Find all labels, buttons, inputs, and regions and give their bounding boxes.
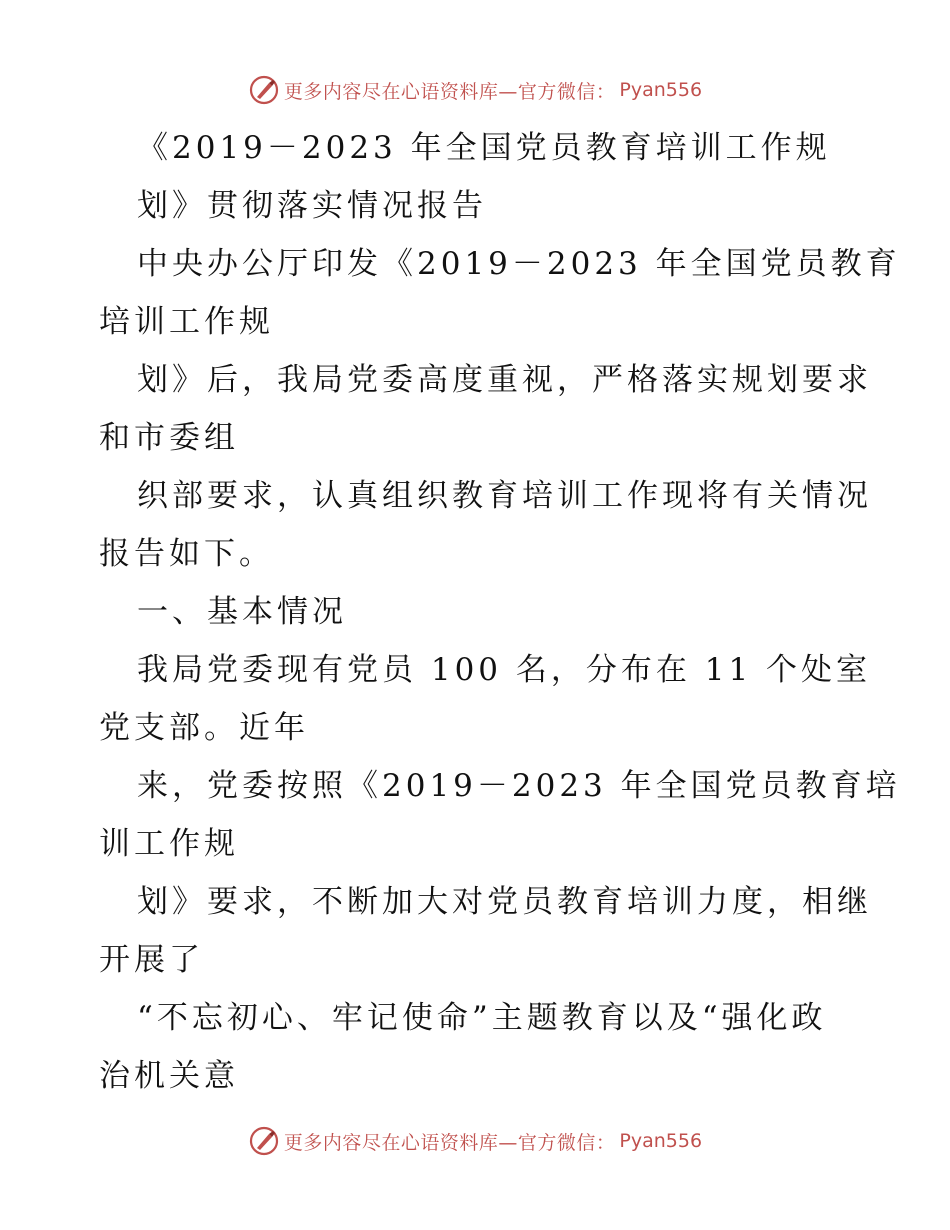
paragraph-line: 织部要求，认真组织教育培训工作现将有关情况 — [137, 478, 872, 514]
paragraph-line: 培训工作规 — [99, 304, 274, 340]
pen-logo-icon — [248, 74, 280, 106]
paragraph-line: “不忘初心、牢记使命”主题教育以及“强化政 — [137, 1000, 827, 1036]
section-heading: 一、基本情况 — [137, 594, 347, 630]
watermark-wechat-id: Pyan556 — [619, 79, 703, 101]
watermark-text: 更多内容尽在心语资料库—官方微信： — [283, 80, 616, 103]
paragraph-line: 来，党委按照《2019－2023 年全国党员教育培 — [137, 768, 901, 804]
paragraph-line: 划》后，我局党委高度重视，严格落实规划要求 — [137, 362, 872, 398]
paragraph-line: 开展了 — [99, 942, 204, 978]
title-line-1: 《2019－2023 年全国党员教育培训工作规 — [137, 130, 831, 166]
paragraph-line: 我局党委现有党员 100 名，分布在 11 个处室 — [137, 652, 872, 688]
paragraph-line: 报告如下。 — [99, 536, 274, 572]
paragraph-line: 和市委组 — [99, 420, 239, 456]
paragraph-line: 治机关意 — [99, 1058, 239, 1094]
paragraph-line: 中央办公厅印发《2019－2023 年全国党员教育 — [137, 246, 901, 282]
watermark-wechat-id: Pyan556 — [619, 1130, 703, 1152]
title-line-2: 划》贯彻落实情况报告 — [137, 188, 487, 224]
pen-logo-icon — [248, 1125, 280, 1157]
header-watermark — [0, 70, 950, 110]
watermark-text: 更多内容尽在心语资料库—官方微信： — [283, 1131, 616, 1154]
footer-watermark — [0, 1121, 950, 1161]
paragraph-line: 党支部。近年 — [99, 710, 309, 746]
paragraph-line: 划》要求，不断加大对党员教育培训力度，相继 — [137, 884, 872, 920]
paragraph-line: 训工作规 — [99, 826, 239, 862]
